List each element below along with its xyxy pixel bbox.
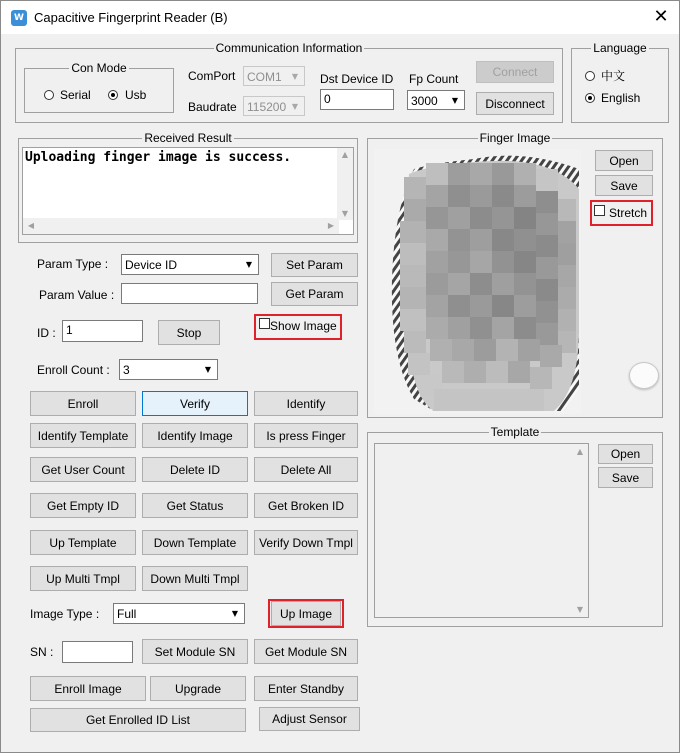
template-list[interactable] <box>374 443 589 618</box>
scroll-right-icon[interactable]: ▶ <box>327 221 335 230</box>
baudrate-select[interactable] <box>243 96 305 116</box>
scroll-down-icon[interactable]: ▼ <box>576 605 584 614</box>
image-type-select[interactable] <box>113 603 245 624</box>
close-icon[interactable]: ✕ <box>653 6 669 27</box>
chevron-down-icon: ▼ <box>227 605 243 622</box>
show-image-checkbox[interactable] <box>259 318 270 329</box>
get-param-button[interactable]: Get Param <box>271 282 358 306</box>
scroll-left-icon[interactable]: ◀ <box>27 221 35 230</box>
template-legend: Template <box>490 425 540 439</box>
comport-value: COM1 <box>247 70 282 84</box>
identify-image-button[interactable]: Identify Image <box>142 423 248 448</box>
up-template-button[interactable]: Up Template <box>30 530 136 555</box>
finger-image-open-button[interactable]: Open <box>595 150 653 171</box>
baudrate-label: Baudrate <box>188 100 237 114</box>
template-save-button[interactable]: Save <box>598 467 653 488</box>
stretch-label[interactable]: Stretch <box>609 206 648 220</box>
chevron-down-icon: ▼ <box>287 68 303 84</box>
window-title: Capacitive Fingerprint Reader (B) <box>34 10 228 25</box>
chinese-label[interactable]: 中文 <box>601 69 626 83</box>
dst-device-id-label: Dst Device ID <box>320 72 394 86</box>
fp-count-label: Fp Count <box>409 72 459 86</box>
fp-count-value: 3000 <box>411 94 438 108</box>
finger-image-save-button[interactable]: Save <box>595 175 653 196</box>
stretch-checkbox[interactable] <box>594 205 605 216</box>
baudrate-value: 115200 <box>247 100 287 114</box>
identify-button[interactable]: Identify <box>254 391 358 416</box>
horizontal-scrollbar[interactable] <box>23 218 339 234</box>
english-radio[interactable] <box>585 93 595 103</box>
param-value-input[interactable] <box>121 283 258 304</box>
get-enrolled-id-list-button[interactable]: Get Enrolled ID List <box>30 708 246 732</box>
chevron-down-icon: ▼ <box>241 256 257 273</box>
language-group <box>571 41 669 123</box>
enter-standby-button[interactable]: Enter Standby <box>254 676 358 701</box>
stop-button[interactable]: Stop <box>158 320 220 345</box>
template-open-button[interactable]: Open <box>598 444 653 464</box>
finger-image-legend: Finger Image <box>479 131 551 145</box>
vertical-scrollbar[interactable] <box>337 148 353 220</box>
dst-device-id-input[interactable]: 0 <box>320 89 394 110</box>
comport-select[interactable] <box>243 66 305 86</box>
get-empty-id-button[interactable]: Get Empty ID <box>30 493 136 518</box>
disconnect-button[interactable]: Disconnect <box>476 92 554 115</box>
scroll-down-icon[interactable]: ▼ <box>341 209 349 218</box>
chevron-down-icon: ▼ <box>287 98 303 114</box>
identify-template-button[interactable]: Identify Template <box>30 423 136 448</box>
fingerprint-image <box>374 149 581 414</box>
scroll-up-icon[interactable]: ▲ <box>576 447 584 456</box>
serial-radio[interactable] <box>44 90 54 100</box>
english-label[interactable]: English <box>601 91 641 105</box>
template-vertical-scrollbar[interactable] <box>572 444 588 617</box>
comport-label: ComPort <box>188 69 236 83</box>
enroll-count-value: 3 <box>123 363 130 377</box>
up-multi-tmpl-button[interactable]: Up Multi Tmpl <box>30 566 136 591</box>
sn-input[interactable] <box>62 641 133 663</box>
enroll-button[interactable]: Enroll <box>30 391 136 416</box>
param-type-label: Param Type : <box>37 257 109 271</box>
is-press-finger-button[interactable]: Is press Finger <box>254 423 358 448</box>
id-input[interactable]: 1 <box>62 320 143 342</box>
verify-button[interactable]: Verify <box>142 391 248 416</box>
enroll-count-label: Enroll Count : <box>37 363 110 377</box>
chevron-down-icon: ▼ <box>447 92 463 108</box>
title-bar <box>1 1 679 34</box>
language-legend: Language <box>593 41 647 55</box>
sn-label: SN : <box>30 645 54 659</box>
enroll-count-select[interactable] <box>119 359 218 380</box>
set-param-button[interactable]: Set Param <box>271 253 358 277</box>
down-multi-tmpl-button[interactable]: Down Multi Tmpl <box>142 566 248 591</box>
received-result-textarea[interactable] <box>22 147 354 235</box>
up-image-button[interactable]: Up Image <box>271 601 341 626</box>
param-type-value: Device ID <box>125 258 178 272</box>
param-type-select[interactable] <box>121 254 259 275</box>
usb-radio[interactable] <box>108 90 118 100</box>
show-image-label[interactable]: Show Image <box>270 319 337 333</box>
chinese-radio[interactable] <box>585 71 595 81</box>
verify-down-tmpl-button[interactable]: Verify Down Tmpl <box>254 530 358 555</box>
upgrade-button[interactable]: Upgrade <box>150 676 246 701</box>
delete-all-button[interactable]: Delete All <box>254 457 358 482</box>
enroll-image-button[interactable]: Enroll Image <box>30 676 146 701</box>
connect-button[interactable]: Connect <box>476 61 554 83</box>
get-status-button[interactable]: Get Status <box>142 493 248 518</box>
con-mode-legend: Con Mode <box>71 61 127 75</box>
adjust-sensor-button[interactable]: Adjust Sensor <box>259 707 360 731</box>
received-result-legend: Received Result <box>144 131 232 145</box>
fp-count-select[interactable] <box>407 90 465 110</box>
app-logo-icon: W <box>11 10 27 26</box>
id-label: ID : <box>37 326 56 340</box>
image-type-label: Image Type : <box>30 607 100 621</box>
received-result-text: Uploading finger image is success. <box>25 150 292 165</box>
down-template-button[interactable]: Down Template <box>142 530 248 555</box>
get-module-sn-button[interactable]: Get Module SN <box>254 639 358 664</box>
delete-id-button[interactable]: Delete ID <box>142 457 248 482</box>
get-user-count-button[interactable]: Get User Count <box>30 457 136 482</box>
chevron-down-icon: ▼ <box>200 361 216 378</box>
usb-label[interactable]: Usb <box>125 88 147 102</box>
round-indicator <box>629 362 659 389</box>
set-module-sn-button[interactable]: Set Module SN <box>142 639 248 664</box>
get-broken-id-button[interactable]: Get Broken ID <box>254 493 358 518</box>
serial-label[interactable]: Serial <box>60 88 91 102</box>
scroll-up-icon[interactable]: ▲ <box>341 150 349 159</box>
image-type-value: Full <box>117 607 137 621</box>
fingerprint-icon <box>374 149 581 414</box>
param-value-label: Param Value : <box>39 288 115 302</box>
communication-legend: Communication Information <box>215 41 363 55</box>
